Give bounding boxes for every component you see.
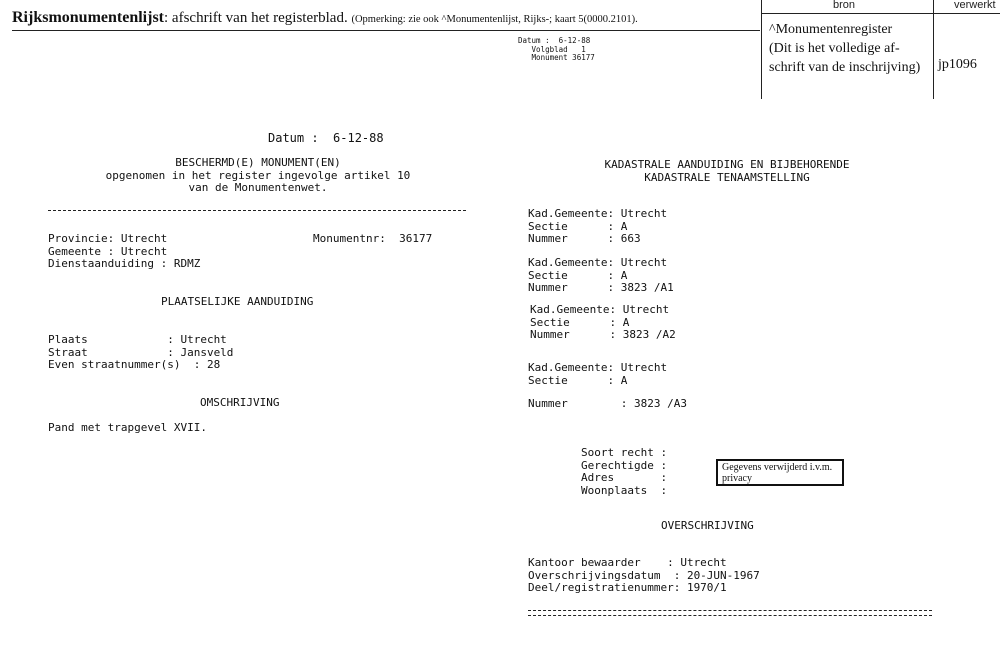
monumentnr: Monumentnr: 36177 [313,232,433,245]
provincie-block: Provincie: Utrecht Gemeente : Utrecht Dienstaanduiding : RDMZ [48,232,201,270]
date-stamp: Datum : 6-12-88 Volgblad 1 Monument 36177 [518,36,595,62]
description-text: Pand met trapgevel XVII. [48,421,207,434]
kadastrale-heading: KADASTRALE AANDUIDING EN BIJBEHORENDE KADASTRALE TENAAMSTELLING [604,158,850,184]
header-rule [12,30,760,31]
datum-line: Datum : 6-12-88 [268,131,384,145]
address-block: Plaats : Utrecht Straat : Jansveld Even straatnummer(s) : 28 [48,333,234,371]
document-title: Rijksmonumentenlijst [12,9,165,26]
source-box [761,0,1000,99]
kadastrale-entry-1: Kad.Gemeente: Utrecht Sectie : A Nummer : 663 [528,207,668,245]
document-subtitle: : afschrift van het registerblad. [164,10,348,26]
source-box-left-border [761,0,762,99]
beschermd-heading: BESCHERMD(E) MONUMENT(EN) opgenomen in het register ingevolge artikel 10 van de Monumentenwet. [105,156,411,194]
overschrijving-heading: OVERSCHRIJVING [661,519,754,532]
double-separator [528,610,932,616]
column-header-verwerkt: verwerkt [954,0,996,11]
privacy-box [716,459,844,486]
bron-value: ^Monumentenregister (Dit is het volledige af- schrift van de inschrijving) [769,22,921,75]
kadastrale-entry-2: Kad.Gemeente: Utrecht Sectie : A Nummer : 3823 /A1 [528,256,674,294]
source-box-header-rule [761,13,1000,14]
document-note: (Opmerking: zie ook ^Monumentenlijst, Rijks-; kaart 5(0000.2101). [351,14,638,25]
column-header-bron: bron [833,0,856,11]
overschrijving-block: Kantoor bewaarder : Utrecht Overschrijvingsdatum : 20-JUN-1967 Deel/registratienummer: 1970/1 [528,556,760,594]
source-box-divider [933,0,934,99]
omschrijving-heading: OMSCHRIJVING [200,396,280,409]
document-header [12,9,638,27]
plaatselijke-heading: PLAATSELIJKE AANDUIDING [161,295,314,308]
kadastrale-entry-4: Kad.Gemeente: Utrecht Sectie : A [528,361,668,387]
verwerkt-value: jp1096 [938,57,977,72]
privacy-notice: Gegevens verwijderd i.v.m. privacy [722,462,833,484]
recht-block: Soort recht : Gerechtigde : Adres : Woonplaats : [581,446,668,497]
kadastrale-entry-4-nummer: Nummer : 3823 /A3 [528,397,687,410]
dashed-separator [48,210,466,211]
kadastrale-entry-3: Kad.Gemeente: Utrecht Sectie : A Nummer : 3823 /A2 [530,303,676,341]
